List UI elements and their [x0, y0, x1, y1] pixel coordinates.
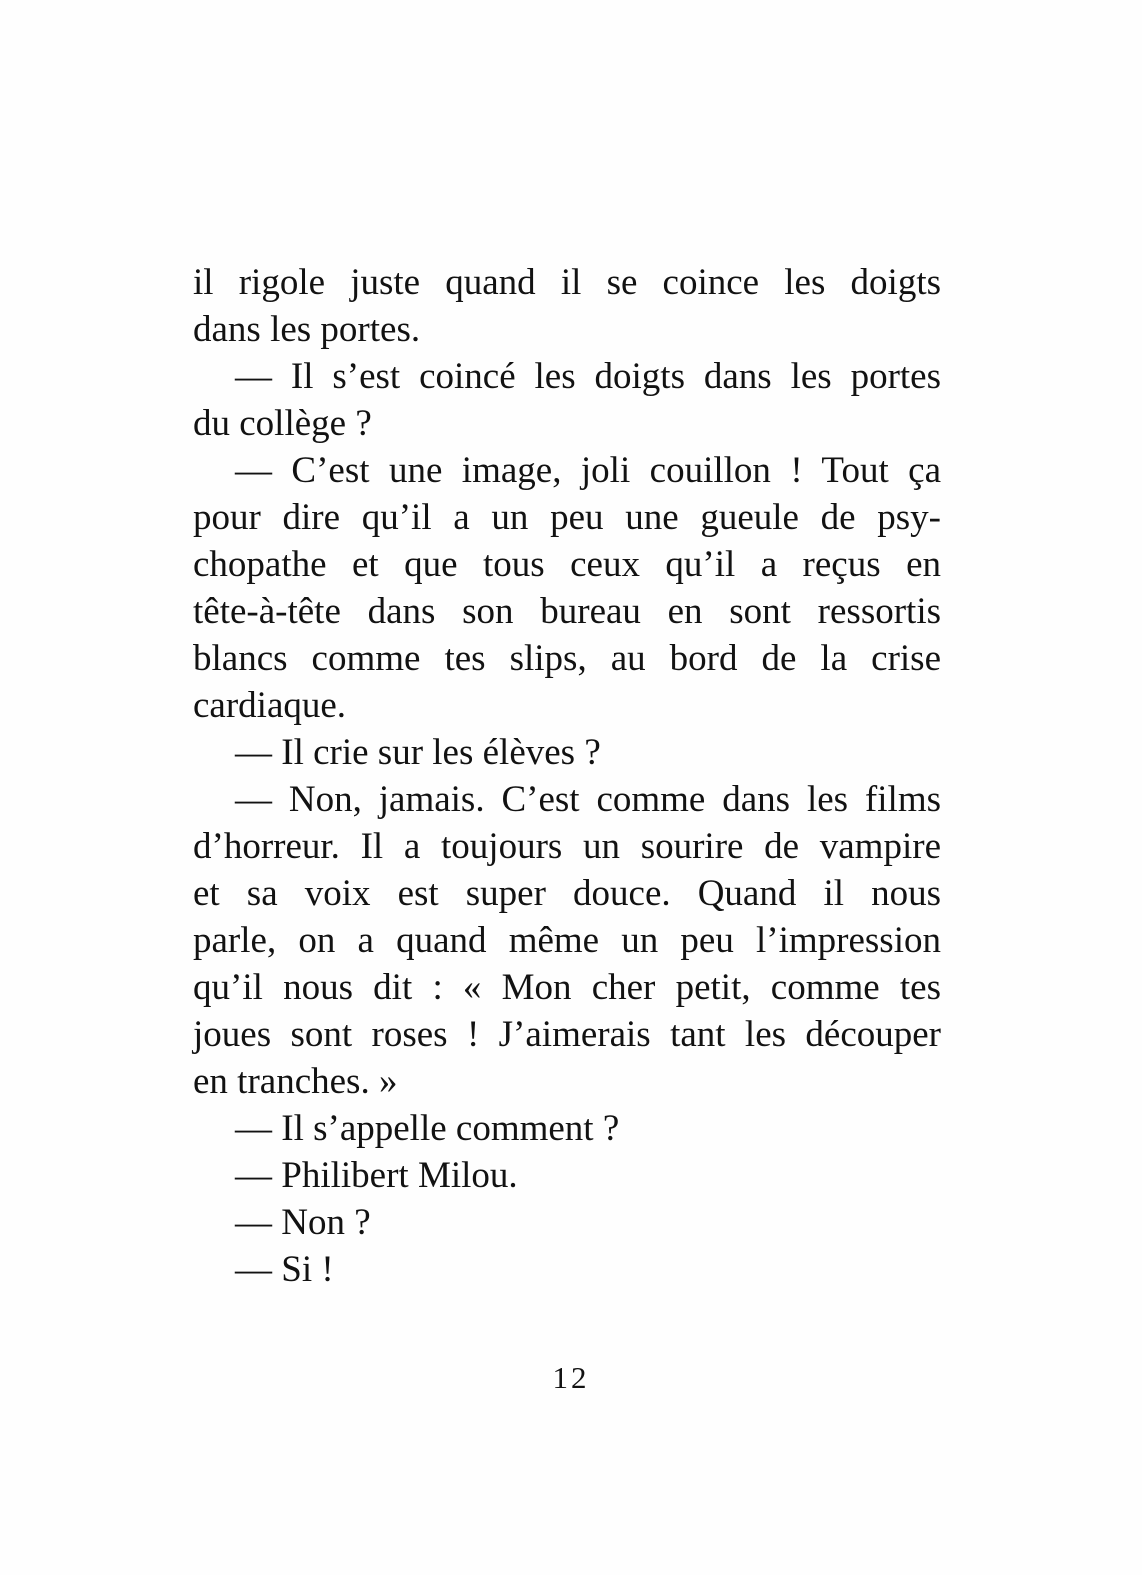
text-line: d’horreur. Il a toujours un sourire de vampire — [193, 826, 941, 867]
text-line: pour dire qu’il a un peu une gueule de psy- — [193, 497, 941, 538]
body-text — [193, 259, 941, 1293]
text-line: — Si ! — [235, 1249, 334, 1290]
text-line: il rigole juste quand il se coince les doigts — [193, 262, 941, 303]
text-line: et sa voix est super douce. Quand il nous — [193, 873, 941, 914]
text-line: — Il s’est coincé les doigts dans les portes — [235, 356, 941, 397]
text-line: — Non, jamais. C’est comme dans les films — [235, 779, 941, 820]
text-line: blancs comme tes slips, au bord de la crise — [193, 638, 941, 679]
text-line: — Il s’appelle comment ? — [235, 1108, 620, 1149]
text-line: qu’il nous dit : « Mon cher petit, comme tes — [193, 967, 941, 1008]
text-line: — Il crie sur les élèves ? — [235, 732, 601, 773]
text-line: chopathe et que tous ceux qu’il a reçus en — [193, 544, 941, 585]
text-line: cardiaque. — [193, 685, 347, 726]
text-line: parle, on a quand même un peu l’impression — [193, 920, 941, 961]
text-line: du collège ? — [193, 403, 372, 444]
text-line: — Philibert Milou. — [235, 1155, 518, 1196]
text-line: — Non ? — [235, 1202, 371, 1243]
text-line: tête-à-tête dans son bureau en sont ressortis — [193, 591, 941, 632]
text-line: — C’est une image, joli couillon ! Tout ça — [235, 450, 941, 491]
text-line: joues sont roses ! J’aimerais tant les découper — [193, 1014, 941, 1055]
text-line: dans les portes. — [193, 309, 421, 350]
page-number: 12 — [552, 1360, 590, 1395]
text-line: en tranches. » — [193, 1061, 398, 1102]
